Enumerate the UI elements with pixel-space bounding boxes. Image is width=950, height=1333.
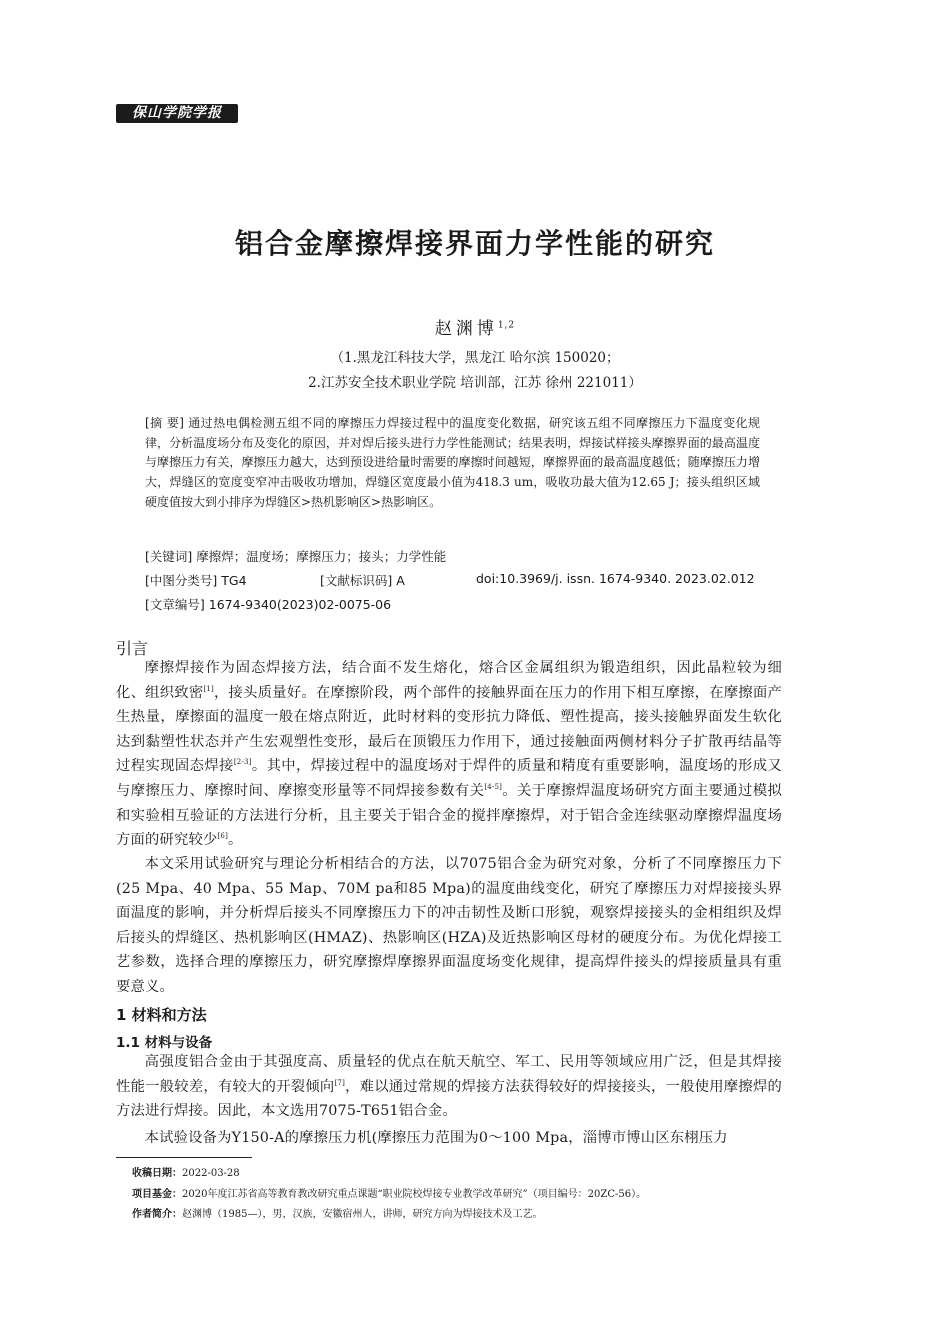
abstract <box>145 414 760 513</box>
sec11-p1-text-a: 高强度铝合金由于其强度高、质量轻的优点在航天航空、军工、民用等领域应用广泛，但是其焊接性能一般较差，有较大的开裂倾向 <box>116 1054 782 1095</box>
doc-code-label: [文献标识码] <box>320 573 393 588</box>
article-number-value: 1674-9340(2023)02-0075-06 <box>208 597 392 612</box>
bio-value: 赵渊博（1985—），男，汉族，安徽宿州人，讲师，研究方向为焊接技术及工艺。 <box>182 1209 543 1220</box>
article-number-label: [文章编号] <box>145 597 205 612</box>
clc-value: TG4 <box>221 573 247 588</box>
heading-section-1: 1 材料和方法 <box>116 1006 207 1024</box>
heading-section-1-1: 1.1 材料与设备 <box>116 1035 213 1051</box>
citation-ref: [2-3] <box>233 758 252 767</box>
author-line <box>0 314 950 339</box>
author-affil-sup: 1,2 <box>497 320 516 331</box>
heading-introduction: 引言 <box>116 639 149 658</box>
keywords-value: 摩擦焊；温度场；摩擦压力；接头；力学性能 <box>196 549 447 564</box>
clc-label: [中图分类号] <box>145 573 218 588</box>
intro-paragraph-1 <box>116 656 782 853</box>
intro-paragraph-2: 本文采用试验研究与理论分析相结合的方法，以7075铝合金为研究对象，分析了不同摩擦压力下(25 Mpa、40 Mpa、55 Map、70M pa和85 Mpa)的温度曲线变化，研究了摩擦压力对焊接接头界面温度的影响，并分析焊后接头不同摩擦压力下的冲击韧性及断口形貌，观察焊接接头的金相组织及焊后接头的焊缝区、热机影响区(HMAZ)、热影响区(HZA)及近热影响区母材的硬度分布。为优化焊接工艺参数，选择合理的摩擦压力，研究摩擦焊摩擦界面温度场变化规律，提高焊件接头的焊接质量具有重要意义。 <box>116 856 782 995</box>
affiliation-1: （1.黑龙江科技大学，黑龙江 哈尔滨 150020； <box>330 350 620 366</box>
received-label: 收稿日期： <box>132 1168 182 1179</box>
citation-ref: [1] <box>203 684 214 693</box>
fund-label: 项目基金： <box>132 1189 182 1200</box>
received-value: 2022-03-28 <box>182 1168 240 1179</box>
journal-logo <box>116 104 238 123</box>
sec11-p1-text-b: ，难以通过常规的焊接方法获得较好的焊接接头，一般使用摩擦焊的方法进行焊接。因此，本文选用7075-T651铝合金。 <box>116 1078 783 1120</box>
footnote-author-bio <box>132 1205 542 1220</box>
fund-value: 2020年度江苏省高等教育教改研究重点课题“职业院校焊接专业教学改革研究”（项目编号：20ZC-56）。 <box>182 1189 647 1200</box>
intro-p1-text-c: 。其中，焊接过程中的温度场对于焊件的质量和精度有重要影响，温度场的形成又与摩擦压力、摩擦时间、摩擦变形量等不同焊接参数有关 <box>116 758 782 799</box>
section-1-1-paragraph-2: 本试验设备为Y150-A的摩擦压力机(摩擦压力范围为0～100 Mpa，淄博市博山区东栩压力 <box>144 1130 728 1146</box>
author-name: 赵渊博 <box>434 319 498 339</box>
intro-p1-text-e: 。 <box>228 832 243 849</box>
citation-ref: [4-5] <box>484 783 503 792</box>
classification-line <box>145 571 755 589</box>
journal-logo-text: 保山学院学报 <box>132 105 222 121</box>
intro-p1-text-d: 。关于摩擦焊温度场研究方面主要通过模拟和实验相互验证的方法进行分析，且主要关于铝合金的搅拌摩擦焊，对于铝合金连续驱动摩擦焊温度场方面的研究较少 <box>116 782 782 849</box>
footnote-fund <box>132 1185 646 1200</box>
abstract-label: [摘 要] <box>145 416 184 430</box>
citation-ref: [7] <box>334 1078 346 1087</box>
section-1-1-paragraph-1 <box>116 1050 782 1124</box>
bio-label: 作者简介： <box>132 1209 182 1220</box>
footnote-divider <box>116 1157 252 1158</box>
keywords-label: [关键词] <box>145 549 193 564</box>
article-number <box>145 595 391 613</box>
doi: doi:10.3969/j. issn. 1674-9340. 2023.02.012 <box>476 571 755 586</box>
intro-p1-text-b: ，接头质量好。在摩擦阶段，两个部件的接触界面在压力的作用下相互摩擦，在摩擦面产生热量，摩擦面的温度一般在熔点附近，此时材料的变形抗力降低、塑性提高，接头接触界面发生软化达到黏塑性状态并产生宏观塑性变形，最后在顶锻压力作用下，通过接触面两侧材料分子扩散再结晶等过程实现固态焊接 <box>116 684 783 775</box>
citation-ref: [6] <box>217 832 228 841</box>
footnote-received <box>132 1164 240 1179</box>
keywords <box>145 547 446 565</box>
intro-p1-text-a: 摩擦焊接作为固态焊接方法，结合面不发生熔化，熔合区金属组织为锻造组织，因此晶粒较为细化、组织致密 <box>116 660 782 701</box>
affiliation-2: 2.江苏安全技术职业学院 培训部，江苏 徐州 221011） <box>308 375 642 391</box>
abstract-text: 通过热电偶检测五组不同的摩擦压力焊接过程中的温度变化数据，研究该五组不同摩擦压力下温度变化规律，分析温度场分布及变化的原因，并对焊后接头进行力学性能测试；结果表明，焊接试样接头摩擦界面的最高温度与摩擦压力有关，摩擦压力越大，达到预设进给量时需要的摩擦时间越短，摩擦界面的最高温度越低；随摩擦压力增大，焊缝区的宽度变窄冲击吸收功增加，焊缝区宽度最小值为418.3 um，吸收功最大值为12.65 J；接头组织区域硬度值按大到小排序为焊缝区>热机影响区>热影响区。 <box>145 416 760 509</box>
paper-title: 铝合金摩擦焊接界面力学性能的研究 <box>234 227 715 260</box>
doc-code-value: A <box>396 573 405 588</box>
